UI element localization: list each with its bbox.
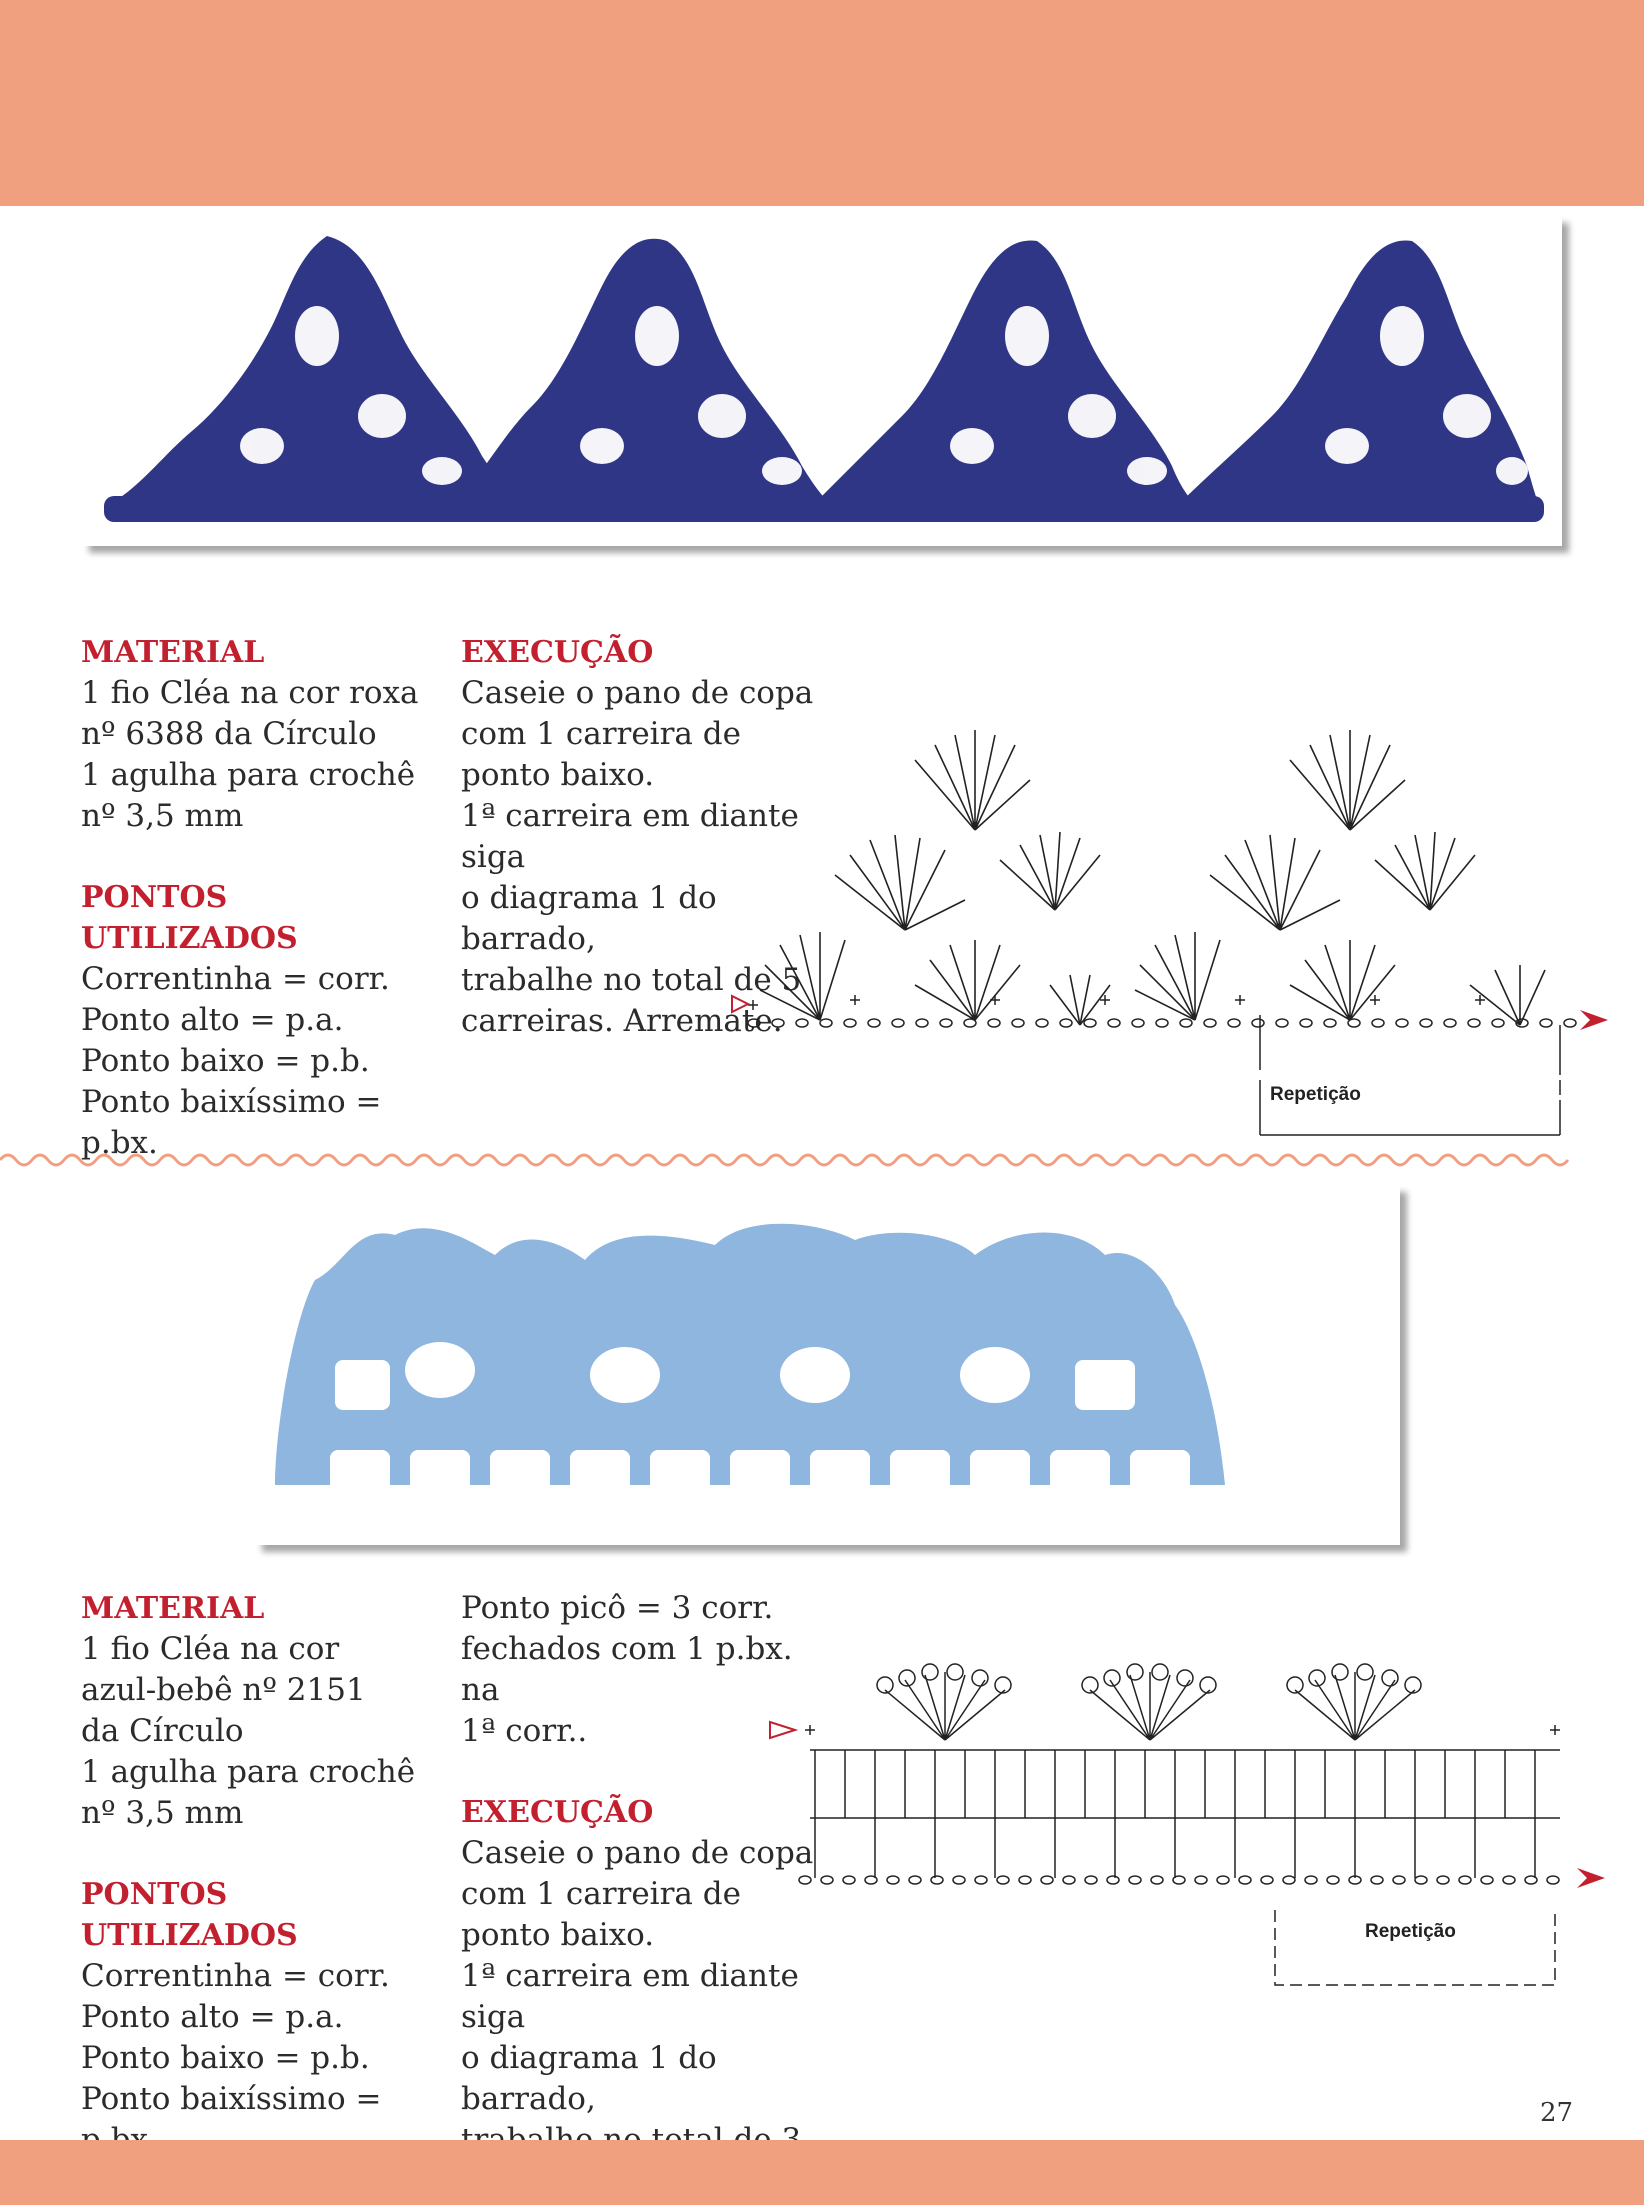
execution-line: com 1 carreira de bbox=[461, 716, 741, 752]
repeat-label: Repetição bbox=[1365, 1921, 1456, 1942]
purple-lace-edging-photo bbox=[82, 216, 1562, 546]
stitch-line: Ponto baixíssimo = p.bx. bbox=[81, 1084, 382, 1161]
stitch-line: Ponto baixo = p.b. bbox=[81, 1043, 370, 1079]
wavy-divider bbox=[0, 1145, 1570, 1175]
material-line: 1 agulha para crochê bbox=[81, 757, 416, 793]
execution-line: o diagrama 1 do barrado, bbox=[461, 2040, 717, 2117]
footer-band bbox=[0, 2140, 1644, 2205]
execution-line: ponto baixo. bbox=[461, 1917, 655, 1953]
execution-line: Caseie o pano de copa bbox=[461, 675, 814, 711]
extra-stitch-line: 1ª corr.. bbox=[461, 1713, 588, 1749]
stitch-line: Correntinha = corr. bbox=[81, 961, 390, 997]
stitch-line: Correntinha = corr. bbox=[81, 1958, 390, 1994]
execution-heading: EXECUÇÃO bbox=[461, 635, 654, 670]
stitch-line: Ponto alto = p.a. bbox=[81, 1002, 344, 1038]
crochet-diagram-1 bbox=[730, 680, 1610, 1140]
execution-line: ponto baixo. bbox=[461, 757, 655, 793]
execution-line: com 1 carreira de bbox=[461, 1876, 741, 1912]
material-heading: MATERIAL bbox=[81, 635, 265, 670]
execution-line: 1ª carreira em diante siga bbox=[461, 798, 799, 875]
stitches-heading: PONTOS UTILIZADOS bbox=[81, 880, 298, 956]
execution-line: trabalhe no total de 5 bbox=[461, 962, 802, 998]
material-line: 1 fio Cléa na cor roxa bbox=[81, 675, 419, 711]
stitch-line: Ponto baixíssimo = bbox=[81, 2081, 382, 2117]
material-line: da Círculo bbox=[81, 1713, 244, 1749]
material-line: 1 fio Cléa na cor bbox=[81, 1631, 340, 1667]
repeat-label: Repetição bbox=[1270, 1084, 1361, 1105]
crochet-diagram-2 bbox=[765, 1640, 1615, 2000]
project-2-left-column bbox=[81, 1588, 441, 2161]
stitch-line: Ponto alto = p.a. bbox=[81, 1999, 344, 2035]
material-line: azul-bebê nº 2151 bbox=[81, 1672, 366, 1708]
material-line: nº 3,5 mm bbox=[81, 798, 244, 834]
extra-stitch-line: fechados com 1 p.bx. na bbox=[461, 1631, 793, 1708]
blue-lace-edging-photo bbox=[255, 1185, 1400, 1545]
stitches-heading: PONTOS UTILIZADOS bbox=[81, 1877, 298, 1953]
stitch-line: Ponto baixo = p.b. bbox=[81, 2040, 370, 2076]
extra-stitch-line: Ponto picô = 3 corr. bbox=[461, 1590, 774, 1626]
material-line: 1 agulha para crochê bbox=[81, 1754, 416, 1790]
execution-line: 1ª carreira em diante siga bbox=[461, 1958, 799, 2035]
material-line: nº 6388 da Círculo bbox=[81, 716, 377, 752]
execution-line: carreiras. Arremate. bbox=[461, 1003, 783, 1039]
header-band bbox=[0, 0, 1644, 206]
execution-line: o diagrama 1 do barrado, bbox=[461, 880, 717, 957]
project-1-left-column bbox=[81, 632, 441, 1164]
material-heading: MATERIAL bbox=[81, 1591, 265, 1626]
page-number: 27 bbox=[1540, 2098, 1574, 2128]
execution-line: Caseie o pano de copa bbox=[461, 1835, 814, 1871]
execution-heading: EXECUÇÃO bbox=[461, 1795, 654, 1830]
material-line: nº 3,5 mm bbox=[81, 1795, 244, 1831]
